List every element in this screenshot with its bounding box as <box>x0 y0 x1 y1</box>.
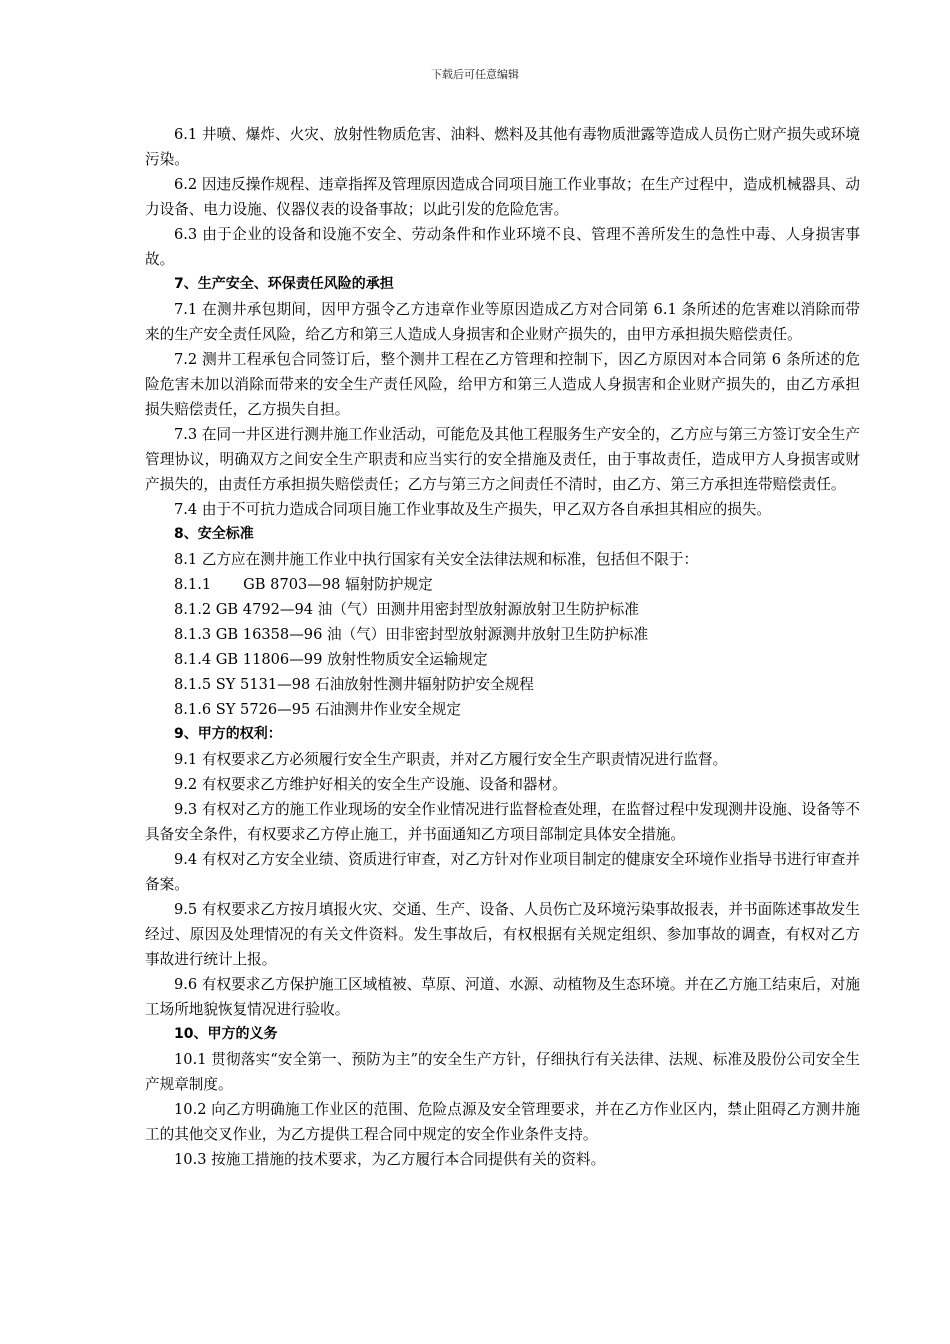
clause-8-1-4: 8.1.4 GB 11806—99 放射性物质安全运输规定 <box>174 651 488 668</box>
section-9-heading: 9、甲方的权利： <box>174 726 282 742</box>
section-8-heading: 8、安全标准 <box>174 526 254 542</box>
clause-9-2: 9.2 有权要求乙方维护好相关的安全生产设施、设备和器材。 <box>174 776 567 793</box>
clause-8-1-5: 8.1.5 SY 5131—98 石油放射性测井辐射防护安全规程 <box>174 676 534 693</box>
clause-6-1: 6.1 井喷、爆炸、火灾、放射性物质危害、油料、燃料及其他有毒物质泄露等造成人员伤亡财产损失或环境污染。 <box>145 126 860 168</box>
clause-9-5: 9.5 有权要求乙方按月填报火灾、交通、生产、设备、人员伤亡及环境污染事故报表，并书面陈述事故发生经过、原因及处理情况的有关文件资料。发生事故后，有权根据有关规定组织、参加事故的调查，有权对乙方事故进行统计上报。 <box>145 901 860 968</box>
document-body <box>145 122 860 1172</box>
clause-9-4: 9.4 有权对乙方安全业绩、资质进行审查，对乙方针对作业项目制定的健康安全环境作业指导书进行审查并备案。 <box>145 851 860 893</box>
clause-10-3: 10.3 按施工措施的技术要求，为乙方履行本合同提供有关的资料。 <box>174 1151 606 1168</box>
clause-7-3: 7.3 在同一井区进行测井施工作业活动，可能危及其他工程服务生产安全的，乙方应与第三方签订安全生产管理协议，明确双方之间安全生产职责和应当实行的安全措施及责任，由于事故责任，造成甲方人身损害或财产损失的，由责任方承担损失赔偿责任；乙方与第三方之间责任不清时，由乙方、第三方承担连带赔偿责任。 <box>145 426 860 493</box>
clause-6-2: 6.2 因违反操作规程、违章指挥及管理原因造成合同项目施工作业事故；在生产过程中，造成机械器具、动力设备、电力设施、仪器仪表的设备事故；以此引发的危险危害。 <box>145 176 860 218</box>
clause-8-1-6: 8.1.6 SY 5726—95 石油测井作业安全规定 <box>174 701 461 718</box>
clause-8-1-1-text: GB 8703—98 辐射防护规定 <box>243 576 433 593</box>
clause-7-4: 7.4 由于不可抗力造成合同项目施工作业事故及生产损失，甲乙双方各自承担其相应的损失。 <box>174 501 772 518</box>
page-header: 下载后可任意编辑 <box>431 68 519 81</box>
clause-10-1: 10.1 贯彻落实“安全第一、预防为主”的安全生产方针，仔细执行有关法律、法规、标准及股份公司安全生产规章制度。 <box>145 1051 860 1093</box>
clause-6-3: 6.3 由于企业的设备和设施不安全、劳动条件和作业环境不良、管理不善所发生的急性中毒、人身损害事故。 <box>145 226 860 268</box>
section-7-heading: 7、生产安全、环保责任风险的承担 <box>174 276 394 292</box>
section-10-heading: 10、甲方的义务 <box>174 1026 278 1042</box>
clause-8-1-1-number: 8.1.1 <box>174 576 212 593</box>
clause-7-1: 7.1 在测井承包期间，因甲方强令乙方违章作业等原因造成乙方对合同第 6.1 条所述的危害难以消除而带来的生产安全责任风险，给乙方和第三人造成人身损害和企业财产损失的，由甲方承担损失赔偿责任。 <box>145 301 860 343</box>
clause-8-1-3: 8.1.3 GB 16358—96 油（气）田非密封型放射源测井放射卫生防护标准 <box>174 626 649 643</box>
clause-8-1-1 <box>145 572 860 597</box>
clause-7-2: 7.2 测井工程承包合同签订后，整个测井工程在乙方管理和控制下，因乙方原因对本合同第 6 条所述的危险危害未加以消除而带来的安全生产责任风险，给甲方和第三人造成人身损害和企业财产损失的，由乙方承担损失赔偿责任，乙方损失自担。 <box>145 351 860 418</box>
clause-9-3: 9.3 有权对乙方的施工作业现场的安全作业情况进行监督检查处理，在监督过程中发现测井设施、设备等不具备安全条件，有权要求乙方停止施工，并书面通知乙方项目部制定具体安全措施。 <box>145 801 860 843</box>
clause-9-1: 9.1 有权要求乙方必须履行安全生产职责，并对乙方履行安全生产职责情况进行监督。 <box>174 751 728 768</box>
clause-10-2: 10.2 向乙方明确施工作业区的范围、危险点源及安全管理要求，并在乙方作业区内，禁止阻碍乙方测井施工的其他交叉作业，为乙方提供工程合同中规定的安全作业条件支持。 <box>145 1101 860 1143</box>
clause-9-6: 9.6 有权要求乙方保护施工区域植被、草原、河道、水源、动植物及生态环境。并在乙方施工结束后，对施工场所地貌恢复情况进行验收。 <box>145 976 860 1018</box>
clause-8-1-2: 8.1.2 GB 4792—94 油（气）田测井用密封型放射源放射卫生防护标准 <box>174 601 639 618</box>
clause-8-1: 8.1 乙方应在测井施工作业中执行国家有关安全法律法规和标准，包括但不限于： <box>174 551 699 568</box>
